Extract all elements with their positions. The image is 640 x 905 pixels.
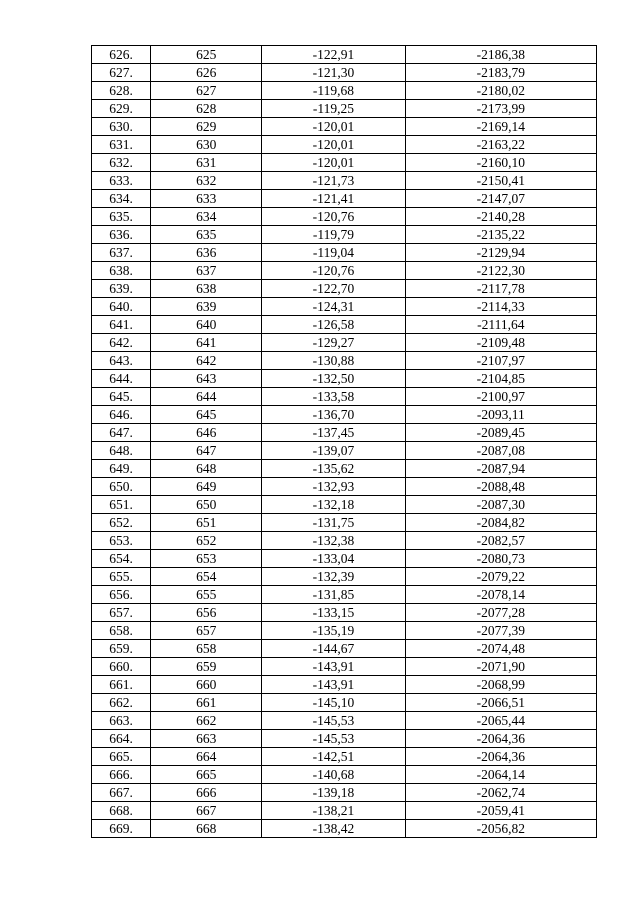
table-row xyxy=(92,388,597,406)
table-cell: 629. xyxy=(92,100,151,118)
table-cell: -2089,45 xyxy=(405,424,596,442)
table-cell: 667. xyxy=(92,784,151,802)
table-row xyxy=(92,406,597,424)
table-cell: -145,10 xyxy=(262,694,405,712)
table-cell: 639 xyxy=(151,298,262,316)
table-cell: -131,75 xyxy=(262,514,405,532)
table-row xyxy=(92,784,597,802)
table-cell: 651 xyxy=(151,514,262,532)
table-row xyxy=(92,712,597,730)
table-cell: -2160,10 xyxy=(405,154,596,172)
table-row xyxy=(92,352,597,370)
table-cell: 630 xyxy=(151,136,262,154)
table-cell: 666 xyxy=(151,784,262,802)
table-cell: -120,01 xyxy=(262,136,405,154)
table-cell: -2135,22 xyxy=(405,226,596,244)
table-cell: 637 xyxy=(151,262,262,280)
table-cell: 631. xyxy=(92,136,151,154)
table-cell: -2129,94 xyxy=(405,244,596,262)
table-cell: -144,67 xyxy=(262,640,405,658)
table-cell: -2087,94 xyxy=(405,460,596,478)
table-cell: -135,19 xyxy=(262,622,405,640)
table-cell: 641. xyxy=(92,316,151,334)
table-body xyxy=(92,46,597,838)
table-cell: 665. xyxy=(92,748,151,766)
table-cell: -119,79 xyxy=(262,226,405,244)
table-cell: 669. xyxy=(92,820,151,838)
table-cell: 643 xyxy=(151,370,262,388)
table-cell: 662. xyxy=(92,694,151,712)
table-cell: 658. xyxy=(92,622,151,640)
table-cell: -126,58 xyxy=(262,316,405,334)
table-cell: 647 xyxy=(151,442,262,460)
table-cell: 667 xyxy=(151,802,262,820)
table-cell: 642. xyxy=(92,334,151,352)
table-cell: 663 xyxy=(151,730,262,748)
table-row xyxy=(92,586,597,604)
table-row xyxy=(92,118,597,136)
table-row xyxy=(92,154,597,172)
table-cell: -2062,74 xyxy=(405,784,596,802)
table-cell: -143,91 xyxy=(262,658,405,676)
table-cell: -2087,30 xyxy=(405,496,596,514)
table-row xyxy=(92,802,597,820)
table-row xyxy=(92,550,597,568)
table-cell: -2093,11 xyxy=(405,406,596,424)
table-cell: -2064,36 xyxy=(405,748,596,766)
table-row xyxy=(92,496,597,514)
table-cell: 628 xyxy=(151,100,262,118)
table-cell: -2087,08 xyxy=(405,442,596,460)
table-cell: 661. xyxy=(92,676,151,694)
table-cell: 656. xyxy=(92,586,151,604)
table-cell: 631 xyxy=(151,154,262,172)
table-cell: -2180,02 xyxy=(405,82,596,100)
table-cell: -139,07 xyxy=(262,442,405,460)
table-cell: 646. xyxy=(92,406,151,424)
table-row xyxy=(92,226,597,244)
table-cell: 666. xyxy=(92,766,151,784)
table-cell: -2150,41 xyxy=(405,172,596,190)
table-cell: -2082,57 xyxy=(405,532,596,550)
table-cell: -120,01 xyxy=(262,154,405,172)
table-cell: -2163,22 xyxy=(405,136,596,154)
table-cell: 628. xyxy=(92,82,151,100)
table-row xyxy=(92,190,597,208)
table-row xyxy=(92,604,597,622)
table-cell: 650. xyxy=(92,478,151,496)
table-cell: 653. xyxy=(92,532,151,550)
table-cell: 641 xyxy=(151,334,262,352)
table-row xyxy=(92,514,597,532)
table-cell: -2078,14 xyxy=(405,586,596,604)
table-cell: 654 xyxy=(151,568,262,586)
table-row xyxy=(92,694,597,712)
table-cell: 651. xyxy=(92,496,151,514)
table-cell: 661 xyxy=(151,694,262,712)
table-cell: -2056,82 xyxy=(405,820,596,838)
table-row xyxy=(92,136,597,154)
table-row xyxy=(92,100,597,118)
table-cell: -132,18 xyxy=(262,496,405,514)
table-row xyxy=(92,820,597,838)
table-cell: 668 xyxy=(151,820,262,838)
table-cell: 648 xyxy=(151,460,262,478)
table-cell: 634. xyxy=(92,190,151,208)
table-cell: 655. xyxy=(92,568,151,586)
table-cell: -143,91 xyxy=(262,676,405,694)
table-cell: -142,51 xyxy=(262,748,405,766)
table-cell: 649 xyxy=(151,478,262,496)
table-cell: 668. xyxy=(92,802,151,820)
table-cell: -133,15 xyxy=(262,604,405,622)
table-cell: -2079,22 xyxy=(405,568,596,586)
table-cell: -124,31 xyxy=(262,298,405,316)
table-row xyxy=(92,208,597,226)
table-row xyxy=(92,262,597,280)
table-cell: -121,30 xyxy=(262,64,405,82)
table-row xyxy=(92,64,597,82)
table-cell: 633 xyxy=(151,190,262,208)
table-cell: 632. xyxy=(92,154,151,172)
table-cell: 630. xyxy=(92,118,151,136)
table-cell: 645 xyxy=(151,406,262,424)
table-row xyxy=(92,316,597,334)
table-cell: -133,04 xyxy=(262,550,405,568)
table-cell: -119,68 xyxy=(262,82,405,100)
table-cell: -2169,14 xyxy=(405,118,596,136)
table-cell: 659 xyxy=(151,658,262,676)
table-cell: 642 xyxy=(151,352,262,370)
table-cell: -2077,39 xyxy=(405,622,596,640)
table-cell: 655 xyxy=(151,586,262,604)
table-cell: 649. xyxy=(92,460,151,478)
table-cell: 639. xyxy=(92,280,151,298)
table-cell: 635 xyxy=(151,226,262,244)
table-cell: -2059,41 xyxy=(405,802,596,820)
table-cell: -133,58 xyxy=(262,388,405,406)
table-cell: 665 xyxy=(151,766,262,784)
table-cell: -2173,99 xyxy=(405,100,596,118)
table-cell: 653 xyxy=(151,550,262,568)
table-cell: -140,68 xyxy=(262,766,405,784)
table-cell: -121,41 xyxy=(262,190,405,208)
table-row xyxy=(92,748,597,766)
table-cell: 654. xyxy=(92,550,151,568)
table-cell: 626 xyxy=(151,64,262,82)
table-cell: -129,27 xyxy=(262,334,405,352)
table-cell: -2100,97 xyxy=(405,388,596,406)
table-cell: 634 xyxy=(151,208,262,226)
table-cell: 652. xyxy=(92,514,151,532)
table-cell: -2088,48 xyxy=(405,478,596,496)
table-row xyxy=(92,478,597,496)
table-row xyxy=(92,280,597,298)
table-cell: -2186,38 xyxy=(405,46,596,64)
table-cell: 662 xyxy=(151,712,262,730)
table-cell: -2074,48 xyxy=(405,640,596,658)
table-cell: -120,76 xyxy=(262,262,405,280)
table-cell: -2065,44 xyxy=(405,712,596,730)
table-cell: -2107,97 xyxy=(405,352,596,370)
table-cell: -2117,78 xyxy=(405,280,596,298)
table-cell: -2147,07 xyxy=(405,190,596,208)
table-cell: -2064,14 xyxy=(405,766,596,784)
table-cell: -2104,85 xyxy=(405,370,596,388)
table-row xyxy=(92,460,597,478)
table-cell: -136,70 xyxy=(262,406,405,424)
table-cell: 646 xyxy=(151,424,262,442)
table-row xyxy=(92,82,597,100)
table-cell: 652 xyxy=(151,532,262,550)
table-cell: -2066,51 xyxy=(405,694,596,712)
table-cell: 660 xyxy=(151,676,262,694)
table-cell: -2068,99 xyxy=(405,676,596,694)
table-cell: 664 xyxy=(151,748,262,766)
table-row xyxy=(92,730,597,748)
table-cell: -2111,64 xyxy=(405,316,596,334)
table-cell: -2080,73 xyxy=(405,550,596,568)
table-cell: -119,25 xyxy=(262,100,405,118)
table-cell: 637. xyxy=(92,244,151,262)
table-cell: 627 xyxy=(151,82,262,100)
table-cell: -121,73 xyxy=(262,172,405,190)
table-row xyxy=(92,766,597,784)
table-cell: -132,50 xyxy=(262,370,405,388)
table-cell: -2084,82 xyxy=(405,514,596,532)
table-cell: 633. xyxy=(92,172,151,190)
table-cell: 658 xyxy=(151,640,262,658)
table-row xyxy=(92,676,597,694)
table-cell: 640 xyxy=(151,316,262,334)
table-row xyxy=(92,568,597,586)
table-row xyxy=(92,658,597,676)
table-cell: 638. xyxy=(92,262,151,280)
table-cell: -132,38 xyxy=(262,532,405,550)
table-cell: 638 xyxy=(151,280,262,298)
data-table xyxy=(91,45,597,838)
table-cell: -120,76 xyxy=(262,208,405,226)
table-cell: -145,53 xyxy=(262,730,405,748)
table-cell: 629 xyxy=(151,118,262,136)
table-cell: 656 xyxy=(151,604,262,622)
table-cell: -135,62 xyxy=(262,460,405,478)
table-row xyxy=(92,622,597,640)
table-cell: 644. xyxy=(92,370,151,388)
table-cell: 650 xyxy=(151,496,262,514)
table-cell: -119,04 xyxy=(262,244,405,262)
table-cell: 657 xyxy=(151,622,262,640)
table-cell: -145,53 xyxy=(262,712,405,730)
table-cell: -2183,79 xyxy=(405,64,596,82)
table-cell: 635. xyxy=(92,208,151,226)
table-row xyxy=(92,442,597,460)
table-row xyxy=(92,532,597,550)
table-cell: -138,42 xyxy=(262,820,405,838)
table-row xyxy=(92,298,597,316)
table-cell: -130,88 xyxy=(262,352,405,370)
table-cell: 657. xyxy=(92,604,151,622)
table-cell: -137,45 xyxy=(262,424,405,442)
table-cell: 645. xyxy=(92,388,151,406)
table-cell: -122,91 xyxy=(262,46,405,64)
table-cell: -2140,28 xyxy=(405,208,596,226)
table-cell: 660. xyxy=(92,658,151,676)
table-cell: -131,85 xyxy=(262,586,405,604)
table-row xyxy=(92,370,597,388)
table-cell: -2071,90 xyxy=(405,658,596,676)
table-cell: -2077,28 xyxy=(405,604,596,622)
table-cell: -2064,36 xyxy=(405,730,596,748)
table-cell: 625 xyxy=(151,46,262,64)
table-cell: 648. xyxy=(92,442,151,460)
table-cell: -138,21 xyxy=(262,802,405,820)
table-row xyxy=(92,424,597,442)
table-cell: -2109,48 xyxy=(405,334,596,352)
table-cell: 636 xyxy=(151,244,262,262)
table-cell: -2114,33 xyxy=(405,298,596,316)
table-cell: 632 xyxy=(151,172,262,190)
table-cell: -139,18 xyxy=(262,784,405,802)
table-row xyxy=(92,640,597,658)
table-cell: 626. xyxy=(92,46,151,64)
table-row xyxy=(92,172,597,190)
table-row xyxy=(92,46,597,64)
table-cell: 636. xyxy=(92,226,151,244)
table-cell: 640. xyxy=(92,298,151,316)
table-cell: 664. xyxy=(92,730,151,748)
table-cell: 659. xyxy=(92,640,151,658)
table-cell: -132,93 xyxy=(262,478,405,496)
table-cell: 643. xyxy=(92,352,151,370)
table-row xyxy=(92,244,597,262)
table-row xyxy=(92,334,597,352)
table-cell: 627. xyxy=(92,64,151,82)
table-cell: 663. xyxy=(92,712,151,730)
table-cell: -2122,30 xyxy=(405,262,596,280)
table-cell: 644 xyxy=(151,388,262,406)
table-cell: -132,39 xyxy=(262,568,405,586)
table-cell: 647. xyxy=(92,424,151,442)
table-cell: -120,01 xyxy=(262,118,405,136)
table-cell: -122,70 xyxy=(262,280,405,298)
